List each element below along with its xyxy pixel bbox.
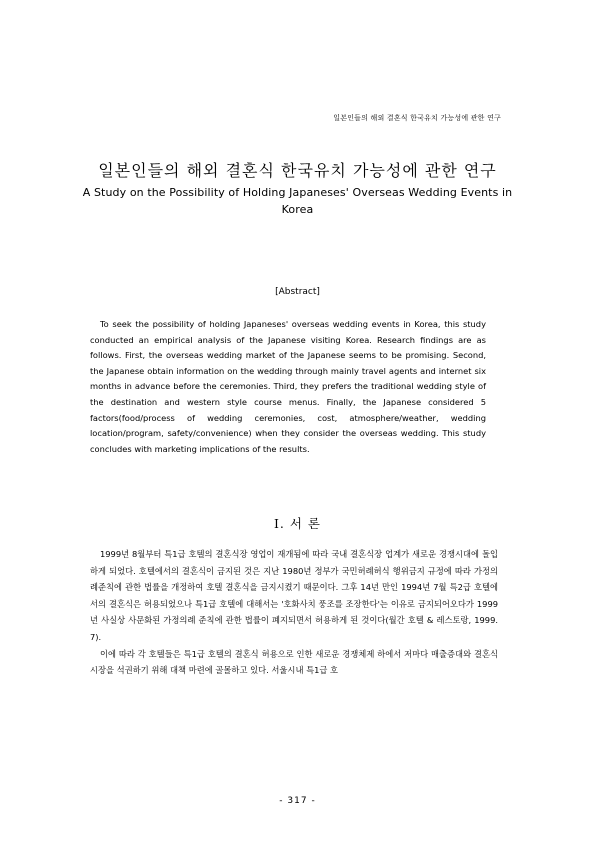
abstract-text: To seek the possibility of holding Japaneses' overseas wedding events in Korea, this study conducted an empirical analysis of the Japanese visiting Korea. Research findings are as follows. First, the overseas wedding market of the Japanese seems to be promising. Second, the Japanese obtain information on the wedding through mainly travel agents and internet six months in advance before the ceremonies. Third, they prefers the traditional wedding style of the destination and western style course menus. Finally, the Japanese considered 5 factors(food/process of wedding ceremonies, cost, atmosphere/weather, wedding location/program, safety/convenience) when they consider the overseas wedding. This study concludes with marketing implications of the results. (90, 319, 486, 454)
body-paragraph-2: 이에 따라 각 호텔들은 특1급 호텔의 결혼식 허용으로 인한 새로운 경쟁체제 하에서 저마다 매출증대와 결혼식 시장을 석권하기 위해 대책 마련에 골몰하고 있다. 서울시내 특1급 호 (90, 648, 498, 676)
page-number: - 317 - (279, 796, 316, 806)
abstract-heading: [Abstract] (275, 287, 320, 297)
body-paragraph-1: 1999년 8월부터 특1급 호텔의 결혼식장 영업이 재개됨에 따라 국내 결혼식장 업계가 새로운 경쟁시대에 돌입하게 되었다. 호텔에서의 결혼식이 금지된 것은 지난 1980년 정부가 국민허례허식 행위금지 규정에 따라 가정의례준칙에 관한 법률을 개정하여 호텔 결혼식을 금지시켰기 때문이다. 그후 14년 만인 1994년 7월 특2급 호텔에서의 결혼식은 허용되었으나 특1급 호텔에 대해서는 '호화사치 풍조를 조장한다'는 이유로 금지되어오다가 1999년 사실상 사문화된 가정의례 준칙에 관한 법률이 폐지되면서 허용하게 된 것이다(월간 호텔 & 레스토랑, 1999. 7). (90, 549, 498, 642)
body-text (90, 546, 498, 679)
paper-title-korean: 일본인들의 해외 결혼식 한국유치 가능성에 관한 연구 (98, 161, 497, 180)
section-heading-introduction: I. 서 론 (273, 516, 321, 531)
abstract-body (90, 317, 486, 457)
paper-title-english: A Study on the Possibility of Holding Japaneses' Overseas Wedding Events in Korea (82, 186, 513, 216)
running-head: 일본인들의 해외 결혼식 한국유치 가능성에 관한 연구 (333, 114, 501, 122)
